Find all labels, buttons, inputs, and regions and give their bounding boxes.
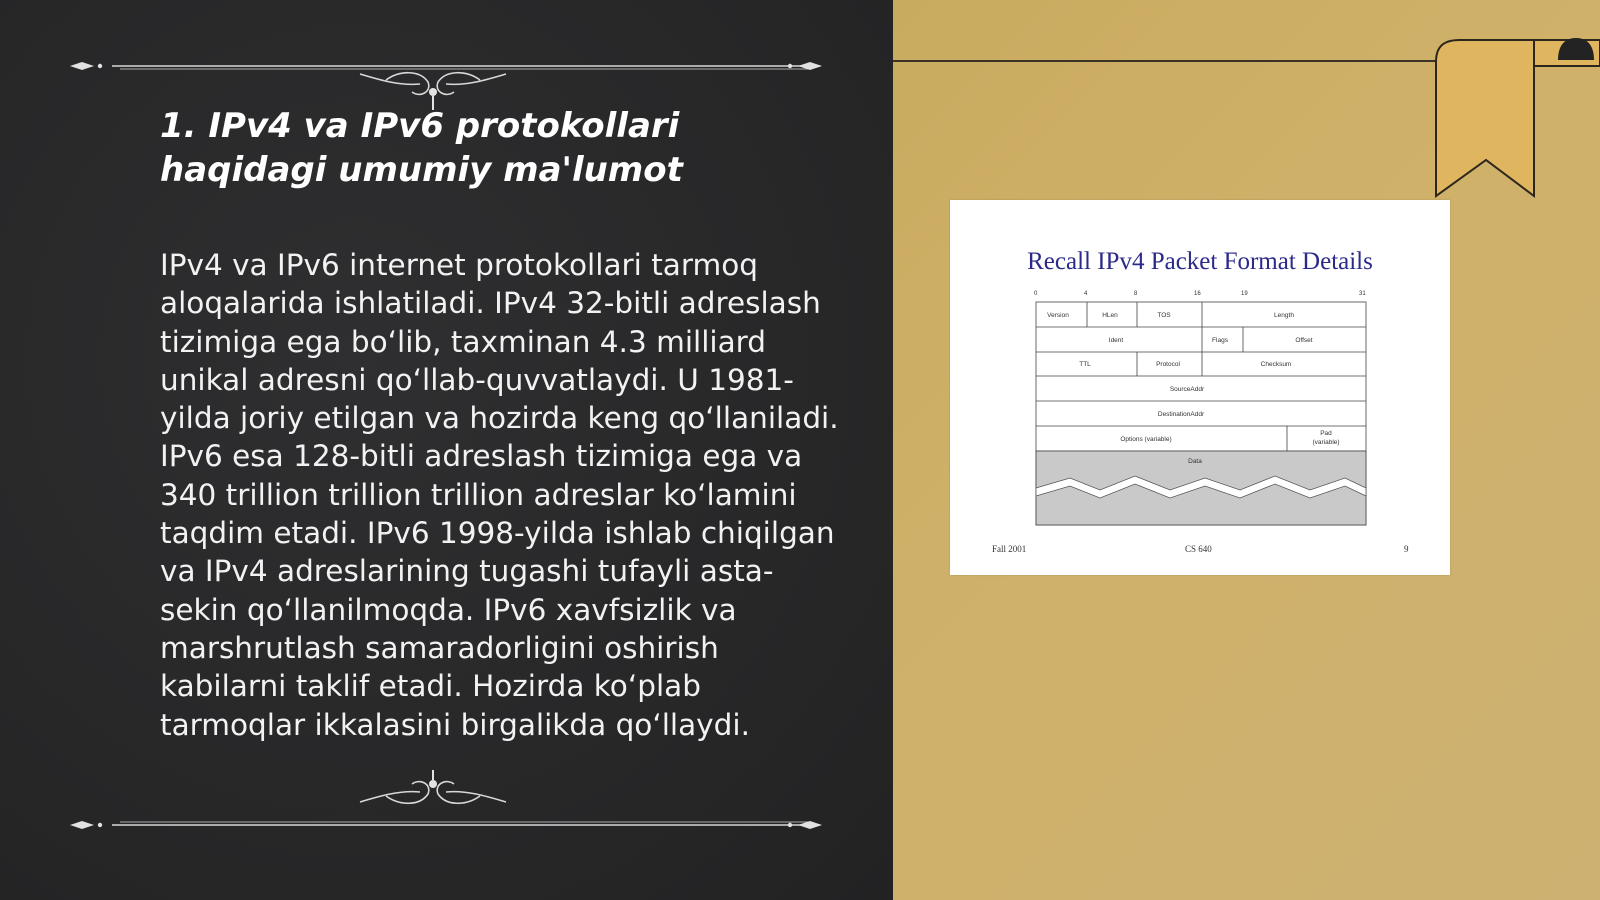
packet-format-figure bbox=[950, 200, 1450, 575]
bit-label: 8 bbox=[1134, 291, 1138, 297]
bit-label: 19 bbox=[1241, 291, 1248, 297]
bit-label: 4 bbox=[1084, 291, 1088, 297]
field-offset: Offset bbox=[1295, 337, 1313, 344]
field-ttl: TTL bbox=[1079, 361, 1091, 368]
figure-footer-left: Fall 2001 bbox=[992, 544, 1027, 554]
field-destination: DestinationAddr bbox=[1157, 411, 1205, 418]
field-data: Data bbox=[1188, 458, 1202, 465]
figure-footer-page: 9 bbox=[1404, 544, 1409, 554]
bit-label: 31 bbox=[1359, 291, 1366, 297]
field-protocol: Protocol bbox=[1156, 361, 1180, 368]
figure-title: Recall IPv4 Packet Format Details bbox=[1027, 248, 1373, 275]
field-flags: Flags bbox=[1212, 337, 1228, 344]
field-length: Length bbox=[1274, 312, 1294, 319]
field-pad-variable: (variable) bbox=[1312, 439, 1340, 446]
field-tos: TOS bbox=[1157, 312, 1171, 319]
field-ident: Ident bbox=[1108, 337, 1124, 344]
field-checksum: Checksum bbox=[1260, 361, 1292, 368]
bit-label: 0 bbox=[1034, 291, 1038, 297]
bookmark-icon bbox=[1430, 36, 1600, 201]
field-hlen: HLen bbox=[1102, 312, 1118, 319]
figure-footer-center: CS 640 bbox=[1185, 544, 1212, 554]
bit-label: 16 bbox=[1194, 291, 1201, 297]
field-source: SourceAddr bbox=[1169, 386, 1205, 393]
field-options: Options (variable) bbox=[1120, 436, 1172, 443]
bottom-ornament bbox=[60, 770, 830, 840]
slide-title: 1. IPv4 va IPv6 protokollari haqidagi umumiy ma'lumot bbox=[160, 106, 683, 190]
ipv4-header-diagram bbox=[950, 200, 1450, 575]
top-ornament bbox=[60, 40, 830, 110]
slide-body-text: IPv4 va IPv6 internet protokollari tarmoq aloqalarida ishlatiladi. IPv4 32-bitli adreslash tizimiga ega bo‘lib, taxminan 4.3 milliard unikal adresni qo‘llab-quvvatlaydi. U 1981-yilda joriy etilgan va hozirda keng qo‘llaniladi. IPv6 esa 128-bitli adreslash tizimiga ega va 340 trillion trillion trillion adreslar ko‘lamini taqdim etadi. IPv6 1998-yilda ishlab chiqilgan va IPv4 adreslarining tugashi tufayli asta-sekin qo‘llanilmoqda. IPv6 xavfsizlik va marshrutlash samaradorligini oshirish kabilarni taklif etadi. Hozirda ko‘plab tarmoqlar ikkalasini birgalikda qo‘llaydi. bbox=[160, 248, 839, 742]
field-version: Version bbox=[1047, 312, 1069, 319]
field-pad: Pad bbox=[1320, 430, 1332, 437]
